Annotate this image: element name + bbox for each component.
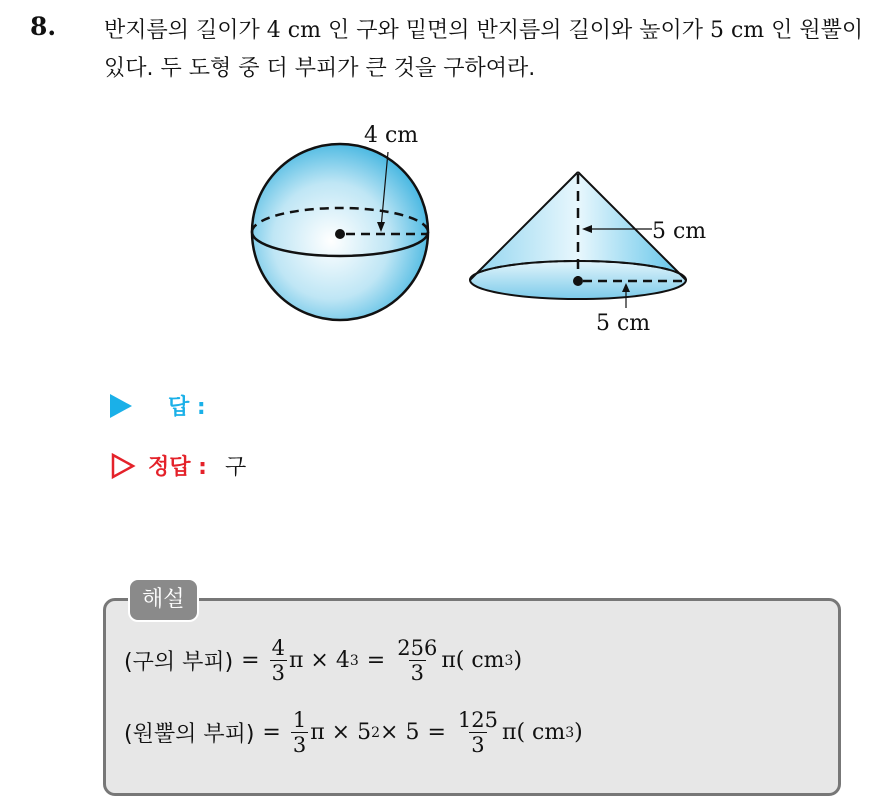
correct-answer-value: 구: [224, 455, 247, 480]
question-number: 8.: [30, 12, 57, 41]
solution-line-cone: (원뿔의 부피) = $\frac{1}{3}$ π × 5 2 × 5 = $\frac{125}{3}$ π( cm 3 ): [124, 708, 583, 757]
correct-answer-label: 정답 :: [148, 455, 207, 480]
cone: [470, 172, 706, 336]
answer-row: [110, 390, 206, 421]
correct-answer-row: [110, 450, 246, 481]
cone-height-label: 5 cm: [652, 219, 707, 244]
sphere: [252, 123, 428, 320]
sphere-radius-label: 4 cm: [364, 123, 419, 148]
fraction: $\frac{1}{3}$: [292, 708, 307, 757]
solids-figure: [240, 112, 720, 342]
cone-radius-label: 5 cm: [596, 311, 651, 336]
fraction: $\frac{256}{3}$: [397, 636, 438, 685]
solution-tag: 해설: [128, 578, 199, 622]
radius-value: 4 cm: [266, 18, 321, 43]
fraction: $\frac{125}{3}$: [457, 708, 499, 757]
fraction: $\frac{4}{3}$: [271, 636, 285, 685]
solution-box: [103, 598, 841, 796]
question-text: 반지름의 길이가 4 cm 인 구와 밑면의 반지름의 길이와 높이가 5 cm 인 원뿔이 있다. 두 도형 중 더 부피가 큰 것을 구하여라.: [104, 18, 864, 81]
answer-label: 답 :: [168, 395, 206, 420]
filled-triangle-icon: [110, 394, 132, 418]
solution-line-sphere: (구의 부피) = $\frac{4}{3}$ π × 4 3 = $\frac{256}{3}$ π( cm 3 ): [124, 636, 523, 685]
outline-triangle-icon: [110, 453, 136, 479]
height-value: 5 cm: [709, 18, 765, 43]
